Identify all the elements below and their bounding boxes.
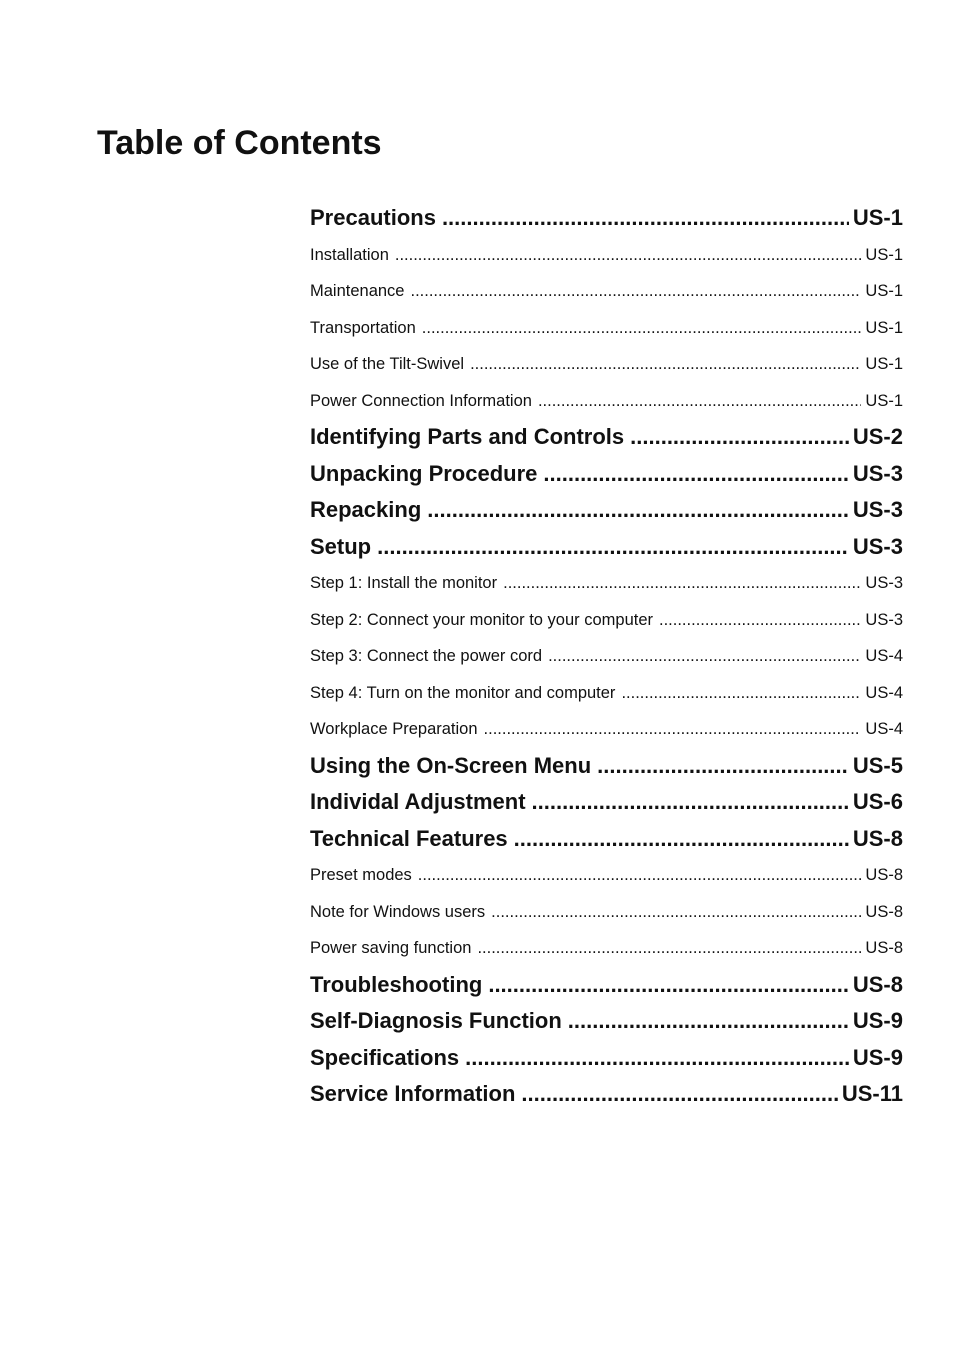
toc-page-number: US-8 (852, 971, 903, 997)
toc-section-entry[interactable] (310, 1076, 903, 1113)
toc-section-entry[interactable] (310, 529, 903, 566)
toc-subsection-entry[interactable] (310, 894, 903, 931)
toc-page-number: US-3 (852, 460, 903, 486)
toc-section-entry[interactable] (310, 419, 903, 456)
toc-subsection-entry[interactable] (310, 346, 903, 383)
table-of-contents (310, 200, 903, 1113)
page-title: Table of Contents (97, 124, 382, 162)
toc-dot-leader (548, 638, 861, 675)
toc-section-entry[interactable] (310, 456, 903, 493)
toc-dot-leader (395, 237, 862, 274)
toc-entry-label: Troubleshooting (310, 971, 483, 997)
toc-entry-label: Repacking (310, 497, 422, 522)
toc-section-entry[interactable] (310, 200, 903, 237)
toc-dot-leader (621, 675, 861, 712)
toc-entry-label: Maintenance (310, 282, 405, 300)
toc-dot-leader (488, 967, 849, 1004)
toc-entry-label: Service Information (310, 1081, 516, 1106)
toc-section-entry[interactable] (310, 1003, 903, 1040)
toc-subsection-entry[interactable] (310, 273, 903, 310)
toc-entry-label: Technical Features (310, 825, 508, 851)
toc-section-entry[interactable] (310, 784, 903, 821)
toc-page-number: US-1 (865, 282, 903, 300)
toc-dot-leader (597, 748, 849, 785)
toc-page-number: US-6 (852, 789, 903, 814)
toc-dot-leader (532, 784, 849, 821)
toc-dot-leader (659, 602, 861, 639)
toc-entry-label: Workplace Preparation (310, 720, 478, 738)
toc-page-number: US-8 (865, 866, 903, 884)
toc-page-number: US-1 (865, 355, 903, 373)
toc-section-entry[interactable] (310, 748, 903, 785)
toc-dot-leader (491, 894, 861, 931)
toc-entry-label: Self-Diagnosis Function (310, 1008, 562, 1033)
toc-subsection-entry[interactable] (310, 711, 903, 748)
toc-dot-leader (503, 565, 861, 602)
toc-subsection-entry[interactable] (310, 675, 903, 712)
toc-entry-label: Power saving function (310, 939, 472, 957)
toc-page-number: US-3 (852, 497, 903, 522)
toc-subsection-entry[interactable] (310, 602, 903, 639)
toc-dot-leader (465, 1040, 849, 1077)
toc-dot-leader (422, 310, 862, 347)
toc-subsection-entry[interactable] (310, 237, 903, 274)
toc-page-number: US-3 (865, 574, 903, 592)
toc-page-number: US-4 (865, 683, 903, 702)
toc-entry-label: Installation (310, 245, 389, 264)
toc-dot-leader (427, 492, 849, 529)
toc-section-entry[interactable] (310, 492, 903, 529)
toc-section-entry[interactable] (310, 821, 903, 858)
toc-page-number: US-9 (852, 1008, 903, 1033)
toc-entry-label: Step 1: Install the monitor (310, 574, 498, 592)
toc-entry-label: Step 3: Connect the power cord (310, 647, 543, 665)
toc-entry-label: Setup (310, 533, 372, 559)
toc-dot-leader (418, 857, 862, 894)
toc-dot-leader (377, 529, 849, 566)
toc-page-number: US-4 (865, 647, 903, 665)
toc-subsection-entry[interactable] (310, 565, 903, 602)
toc-dot-leader (521, 1076, 837, 1113)
toc-dot-leader (484, 711, 862, 748)
toc-page-number: US-3 (865, 610, 903, 629)
toc-entry-label: Preset modes (310, 866, 412, 884)
toc-entry-label: Power Connection Information (310, 391, 532, 410)
toc-entry-label: Note for Windows users (310, 902, 486, 921)
toc-section-entry[interactable] (310, 967, 903, 1004)
toc-entry-label: Step 2: Connect your monitor to your computer (310, 610, 654, 629)
toc-dot-leader (538, 383, 861, 420)
toc-page-number: US-4 (865, 720, 903, 738)
toc-subsection-entry[interactable] (310, 310, 903, 347)
toc-entry-label: Individal Adjustment (310, 789, 526, 814)
toc-page-number: US-3 (852, 533, 903, 559)
toc-dot-leader (442, 200, 849, 237)
toc-entry-label: Use of the Tilt-Swivel (310, 355, 465, 373)
toc-entry-label: Step 4: Turn on the monitor and computer (310, 683, 616, 702)
toc-entry-label: Specifications (310, 1044, 460, 1070)
toc-entry-label: Precautions (310, 205, 436, 230)
toc-page-number: US-11 (841, 1081, 903, 1106)
toc-dot-leader (543, 456, 848, 493)
toc-page-number: US-1 (865, 391, 903, 410)
toc-dot-leader (514, 821, 849, 858)
toc-dot-leader (568, 1003, 849, 1040)
toc-entry-label: Unpacking Procedure (310, 460, 538, 486)
toc-subsection-entry[interactable] (310, 638, 903, 675)
toc-section-entry[interactable] (310, 1040, 903, 1077)
toc-page-number: US-8 (865, 902, 903, 921)
toc-page-number: US-9 (852, 1044, 903, 1070)
toc-page-number: US-8 (865, 939, 903, 957)
toc-page-number: US-5 (852, 752, 903, 778)
toc-page-number: US-1 (865, 245, 903, 264)
toc-subsection-entry[interactable] (310, 383, 903, 420)
toc-dot-leader (410, 273, 861, 310)
toc-dot-leader (470, 346, 861, 383)
toc-entry-label: Using the On-Screen Menu (310, 752, 592, 778)
toc-page-number: US-2 (852, 424, 903, 449)
toc-dot-leader (477, 930, 861, 967)
toc-page-number: US-8 (852, 825, 903, 851)
toc-subsection-entry[interactable] (310, 930, 903, 967)
toc-page-number: US-1 (865, 318, 903, 337)
toc-entry-label: Identifying Parts and Controls (310, 424, 625, 449)
toc-subsection-entry[interactable] (310, 857, 903, 894)
toc-page-number: US-1 (852, 205, 903, 230)
toc-entry-label: Transportation (310, 318, 416, 337)
toc-dot-leader (630, 419, 849, 456)
